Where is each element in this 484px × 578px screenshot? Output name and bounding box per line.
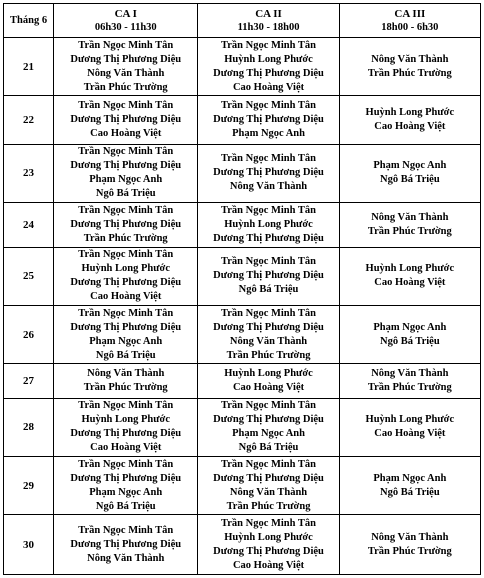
staff-name: Cao Hoàng Việt <box>374 121 446 133</box>
staff-name: Trần Phúc Trường <box>226 500 311 512</box>
staff-name: Dương Thị Phương Diệu <box>213 414 324 426</box>
staff-name: Trần Phúc Trường <box>367 545 452 557</box>
shift-cell <box>54 203 198 247</box>
shift-cell <box>339 457 480 515</box>
schedule-body <box>4 38 481 575</box>
staff-name: Cao Hoàng Việt <box>232 559 305 571</box>
table-row <box>4 247 481 305</box>
table-row <box>4 38 481 96</box>
shift-cell <box>339 515 480 575</box>
staff-name: Trần Ngọc Minh Tân <box>78 100 174 112</box>
day-cell: 22 <box>4 96 54 144</box>
staff-name: Huỳnh Long Phước <box>224 531 313 543</box>
staff-name: Huỳnh Long Phước <box>224 368 313 379</box>
staff-name: Huỳnh Long Phước <box>365 263 455 275</box>
shift-time: 06h30 - 11h30 <box>94 21 157 33</box>
staff-name: Trần Ngọc Minh Tân <box>78 400 174 412</box>
day-cell: 23 <box>4 144 54 202</box>
staff-name: Dương Thị Phương Diệu <box>213 67 324 79</box>
staff-name: Trần Ngọc Minh Tân <box>78 39 174 51</box>
shift-cell <box>54 305 198 363</box>
shift-time: 18h00 - 6h30 <box>381 21 439 33</box>
shift-cell <box>339 305 480 363</box>
staff-name: Nông Văn Thành <box>87 552 165 564</box>
shift-cell <box>198 144 339 202</box>
staff-name: Ngô Bá Triệu <box>238 442 299 454</box>
shift-cell <box>54 457 198 515</box>
shift-cell <box>198 247 339 305</box>
shift-name: CA I <box>114 7 137 20</box>
staff-name: Cao Hoàng Việt <box>90 128 162 140</box>
table-row <box>4 457 481 515</box>
staff-name: Dương Thị Phương Diệu <box>213 472 324 484</box>
staff-name: Nông Văn Thành <box>229 486 308 498</box>
staff-name: Dương Thị Phương Diệu <box>70 428 182 440</box>
shift-cell <box>339 144 480 202</box>
staff-name: Trần Ngọc Minh Tân <box>78 307 174 319</box>
staff-name: Trần Ngọc Minh Tân <box>221 39 317 51</box>
shift-time: 11h30 - 18h00 <box>237 21 300 33</box>
day-cell: 30 <box>4 515 54 575</box>
staff-name: Ngô Bá Triệu <box>95 349 156 361</box>
staff-name: Huỳnh Long Phước <box>81 414 171 426</box>
staff-name: Phạm Ngọc Anh <box>89 486 163 498</box>
shift-header <box>339 4 480 38</box>
staff-name: Phạm Ngọc Anh <box>373 321 447 333</box>
staff-name: Phạm Ngọc Anh <box>373 160 447 172</box>
staff-name: Cao Hoàng Việt <box>90 291 162 303</box>
staff-name: Ngô Bá Triệu <box>95 500 156 512</box>
staff-name: Phạm Ngọc Anh <box>89 174 163 186</box>
shift-cell <box>339 247 480 305</box>
staff-name: Trần Ngọc Minh Tân <box>221 100 317 112</box>
staff-name: Dương Thị Phương Diệu <box>70 218 182 230</box>
shift-cell <box>198 96 339 144</box>
shift-cell <box>54 38 198 96</box>
month-header: Tháng 6 <box>4 4 54 38</box>
staff-name: Trần Ngọc Minh Tân <box>221 458 317 470</box>
staff-name: Cao Hoàng Việt <box>374 277 446 289</box>
staff-name: Ngô Bá Triệu <box>379 486 440 498</box>
staff-name: Trần Ngọc Minh Tân <box>221 307 317 319</box>
staff-name: Nông Văn Thành <box>371 53 449 65</box>
shift-name: CA III <box>394 7 426 20</box>
day-cell: 28 <box>4 398 54 456</box>
shift-cell <box>54 144 198 202</box>
staff-name: Trần Ngọc Minh Tân <box>221 400 317 412</box>
staff-name: Dương Thị Phương Diệu <box>70 53 182 65</box>
shift-cell <box>54 364 198 398</box>
shift-cell <box>198 38 339 96</box>
staff-name: Dương Thị Phương Diệu <box>213 167 324 179</box>
shift-cell <box>198 364 339 398</box>
staff-name: Ngô Bá Triệu <box>95 188 156 200</box>
shift-cell <box>54 515 198 575</box>
table-row <box>4 305 481 363</box>
staff-name: Trần Ngọc Minh Tân <box>78 146 174 158</box>
staff-name: Trần Ngọc Minh Tân <box>78 204 174 216</box>
day-cell: 25 <box>4 247 54 305</box>
shift-cell <box>54 398 198 456</box>
shift-cell <box>339 96 480 144</box>
staff-name: Ngô Bá Triệu <box>379 174 440 186</box>
staff-name: Nông Văn Thành <box>371 368 449 379</box>
staff-name: Nông Văn Thành <box>87 67 165 79</box>
day-cell: 21 <box>4 38 54 96</box>
shift-header <box>54 4 198 38</box>
shift-cell <box>198 305 339 363</box>
shift-cell <box>339 398 480 456</box>
header-row <box>4 4 481 38</box>
day-cell: 24 <box>4 203 54 247</box>
day-cell: 26 <box>4 305 54 363</box>
staff-name: Nông Văn Thành <box>229 335 308 347</box>
staff-name: Huỳnh Long Phước <box>365 414 455 426</box>
staff-name: Cao Hoàng Việt <box>232 382 305 393</box>
shift-cell <box>198 398 339 456</box>
staff-name: Trần Phúc Trường <box>367 382 452 393</box>
staff-name: Ngô Bá Triệu <box>238 284 299 296</box>
table-row <box>4 515 481 575</box>
day-cell: 29 <box>4 457 54 515</box>
table-row <box>4 96 481 144</box>
staff-name: Dương Thị Phương Diệu <box>70 472 182 484</box>
staff-name: Trần Phúc Trường <box>367 225 452 237</box>
staff-name: Phạm Ngọc Anh <box>232 428 305 440</box>
staff-name: Nông Văn Thành <box>371 211 449 223</box>
shift-cell <box>339 364 480 398</box>
staff-name: Huỳnh Long Phước <box>224 218 313 230</box>
staff-name: Trần Ngọc Minh Tân <box>221 204 317 216</box>
shift-cell <box>339 38 480 96</box>
shift-header <box>198 4 339 38</box>
table-row <box>4 364 481 398</box>
staff-name: Cao Hoàng Việt <box>232 81 305 93</box>
staff-name: Dương Thị Phương Diệu <box>70 160 182 172</box>
staff-name: Dương Thị Phương Diệu <box>213 114 324 126</box>
staff-name: Dương Thị Phương Diệu <box>70 114 182 126</box>
staff-name: Trần Ngọc Minh Tân <box>221 256 317 268</box>
staff-name: Trần Ngọc Minh Tân <box>78 458 174 470</box>
staff-name: Ngô Bá Triệu <box>379 335 440 347</box>
shift-cell <box>198 515 339 575</box>
day-cell: 27 <box>4 364 54 398</box>
staff-name: Huỳnh Long Phước <box>365 107 455 119</box>
staff-name: Phạm Ngọc Anh <box>232 128 305 140</box>
staff-name: Dương Thị Phương Diệu <box>213 321 324 333</box>
table-row <box>4 203 481 247</box>
staff-name: Dương Thị Phương Diệu <box>70 277 182 289</box>
staff-name: Cao Hoàng Việt <box>374 428 446 440</box>
shift-cell <box>198 457 339 515</box>
staff-name: Trần Phúc Trường <box>83 382 168 393</box>
staff-name: Trần Phúc Trường <box>367 67 452 79</box>
staff-name: Trần Ngọc Minh Tân <box>221 153 317 165</box>
staff-name: Nông Văn Thành <box>87 368 165 379</box>
staff-name: Cao Hoàng Việt <box>90 442 162 454</box>
staff-name: Phạm Ngọc Anh <box>373 472 447 484</box>
staff-name: Trần Ngọc Minh Tân <box>78 524 174 536</box>
staff-name: Dương Thị Phương Diệu <box>213 545 324 557</box>
staff-name: Dương Thị Phương Diệu <box>70 538 182 550</box>
staff-name: Trần Ngọc Minh Tân <box>78 249 174 261</box>
staff-name: Huỳnh Long Phước <box>224 53 313 65</box>
shift-cell <box>198 203 339 247</box>
staff-name: Nông Văn Thành <box>371 531 449 543</box>
staff-name: Trần Phúc Trường <box>83 81 168 93</box>
staff-name: Nông Văn Thành <box>229 181 308 193</box>
table-row <box>4 398 481 456</box>
staff-name: Dương Thị Phương Diệu <box>213 232 324 244</box>
staff-name: Trần Ngọc Minh Tân <box>221 517 317 529</box>
shift-cell <box>54 247 198 305</box>
staff-name: Trần Phúc Trường <box>83 232 168 244</box>
staff-name: Dương Thị Phương Diệu <box>70 321 182 333</box>
shift-cell <box>54 96 198 144</box>
table-row <box>4 144 481 202</box>
staff-name: Huỳnh Long Phước <box>81 263 171 275</box>
shift-name: CA II <box>255 7 282 20</box>
shift-cell <box>339 203 480 247</box>
staff-name: Dương Thị Phương Diệu <box>213 270 324 282</box>
staff-name: Phạm Ngọc Anh <box>89 335 163 347</box>
staff-name: Trần Phúc Trường <box>226 349 311 361</box>
shift-schedule-table <box>3 3 481 575</box>
